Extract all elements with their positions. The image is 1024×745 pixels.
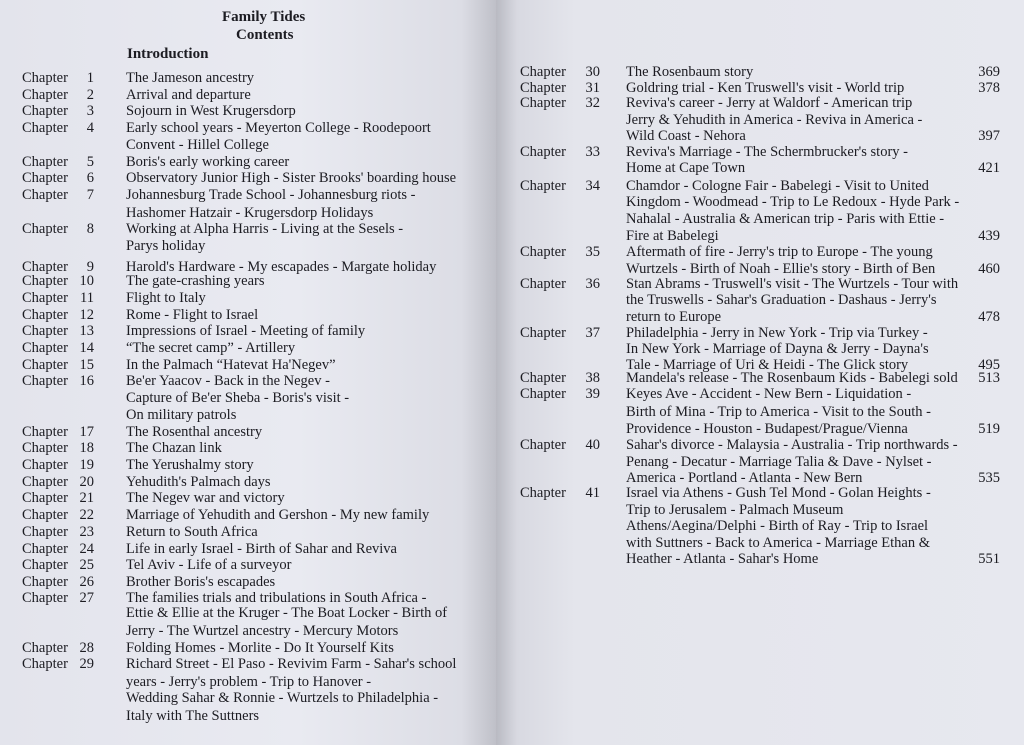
chapter-title: Ettie & Ellie at the Kruger - The Boat Locker - Birth of [126,605,448,621]
chapter-number: 34 [585,178,600,194]
page-number: 513 [978,370,1000,386]
chapter-title: The Rosenbaum story [626,64,754,80]
chapter-title: Athens/Aegina/Delphi - Birth of Ray - Trip to Israel [626,518,929,534]
chapter-number: 13 [79,323,94,339]
chapter-number: 31 [585,80,600,96]
chapter-number: 16 [79,373,94,389]
chapter-label: Chapter [520,370,566,386]
chapter-title: with Suttners - Back to America - Marriage Ethan & [626,535,931,551]
chapter-number: 30 [585,64,600,80]
chapter-title: America - Portland - Atlanta - New Bern [626,470,863,486]
chapter-title: Harold's Hardware - My escapades - Margate holiday [126,259,437,275]
chapter-number: 7 [86,187,94,203]
chapter-number: 9 [86,259,94,275]
page-number: 519 [978,421,1000,437]
page-number: 421 [978,160,1000,176]
chapter-label: Chapter [22,170,68,186]
chapter-label: Chapter [520,178,566,194]
chapter-title: Israel via Athens - Gush Tel Mond - Golan Heights - [626,485,931,501]
chapter-number: 29 [79,656,94,672]
chapter-title: Tel Aviv - Life of a surveyor [126,557,292,573]
chapter-title: Life in early Israel - Birth of Sahar and Reviva [126,541,397,557]
chapter-label: Chapter [22,440,68,456]
chapter-number: 26 [79,574,94,590]
chapter-label: Chapter [22,70,68,86]
chapter-title: Return to South Africa [126,524,258,540]
chapter-title: Trip to Jerusalem - Palmach Museum [626,502,844,518]
page-number: 397 [978,128,1000,144]
chapter-number: 38 [585,370,600,386]
chapter-title: Early school years - Meyerton College - Roodepoort [126,120,431,136]
chapter-label: Chapter [22,87,68,103]
chapter-title: On military patrols [126,407,237,423]
chapter-title: Sahar's divorce - Malaysia - Australia - Trip northwards - [626,437,958,453]
chapter-title: Wedding Sahar & Ronnie - Wurtzels to Philadelphia - [126,690,439,706]
chapter-label: Chapter [22,290,68,306]
chapter-title: In New York - Marriage of Dayna & Jerry - Dayna's [626,341,929,357]
chapter-label: Chapter [22,120,68,136]
chapter-number: 41 [585,485,600,501]
page-number: 369 [978,64,1000,80]
chapter-title: Parys holiday [126,238,206,254]
chapter-title: Reviva's career - Jerry at Waldorf - American trip [626,95,913,111]
chapter-number: 12 [79,307,94,323]
chapter-label: Chapter [520,325,566,341]
chapter-number: 15 [79,357,94,373]
chapter-label: Chapter [520,244,566,260]
chapter-label: Chapter [22,457,68,473]
chapter-label: Chapter [520,485,566,501]
chapter-number: 19 [79,457,94,473]
chapter-label: Chapter [22,340,68,356]
page-number: 551 [978,551,1000,567]
chapter-title: Stan Abrams - Truswell's visit - The Wurtzels - Tour with [626,276,959,292]
chapter-title: Working at Alpha Harris - Living at the Sesels - [126,221,404,237]
chapter-number: 28 [79,640,94,656]
chapter-label: Chapter [22,557,68,573]
chapter-title: Flight to Italy [126,290,206,306]
chapter-number: 14 [79,340,94,356]
chapter-label: Chapter [22,273,68,289]
chapter-label: Chapter [22,221,68,237]
chapter-title: The Negev war and victory [126,490,285,506]
chapter-title: the Truswells - Sahar's Graduation - Dashaus - Jerry's [626,292,937,308]
chapter-title: Capture of Be'er Sheba - Boris's visit - [126,390,350,406]
chapter-label: Chapter [22,187,68,203]
chapter-title: In the Palmach “Hatevat Ha'Negev” [126,357,336,373]
chapter-title: The Rosenthal ancestry [126,424,263,440]
page-number: 478 [978,309,1000,325]
chapter-number: 21 [79,490,94,506]
chapter-title: Johannesburg Trade School - Johannesburg riots - [126,187,416,203]
contents-heading: Contents [236,27,294,43]
chapter-title: Convent - Hillel College [126,137,269,153]
chapter-title: Yehudith's Palmach days [126,474,271,490]
chapter-number: 27 [79,590,94,606]
chapter-title: Be'er Yaacov - Back in the Negev - [126,373,330,389]
chapter-label: Chapter [22,373,68,389]
chapter-number: 3 [86,103,94,119]
chapter-label: Chapter [22,541,68,557]
chapter-label: Chapter [520,95,566,111]
chapter-label: Chapter [22,590,68,606]
chapter-label: Chapter [520,386,566,402]
chapter-label: Chapter [22,103,68,119]
chapter-number: 17 [79,424,94,440]
chapter-number: 37 [585,325,600,341]
chapter-number: 5 [86,154,94,170]
chapter-title: Jerry - The Wurtzel ancestry - Mercury Motors [126,623,399,639]
chapter-number: 35 [585,244,600,260]
chapter-title: Wild Coast - Nehora [626,128,746,144]
chapter-label: Chapter [22,307,68,323]
chapter-title: Birth of Mina - Trip to America - Visit to the South - [626,404,931,420]
chapter-title: Keyes Ave - Accident - New Bern - Liquidation - [626,386,912,402]
chapter-label: Chapter [22,474,68,490]
chapter-label: Chapter [22,574,68,590]
chapter-number: 20 [79,474,94,490]
chapter-title: Reviva's Marriage - The Schermbrucker's story - [626,144,908,160]
chapter-number: 24 [79,541,94,557]
chapter-title: Aftermath of fire - Jerry's trip to Europe - The young [626,244,933,260]
page-number: 460 [978,261,1000,277]
chapter-title: The Jameson ancestry [126,70,255,86]
chapter-number: 18 [79,440,94,456]
chapter-label: Chapter [520,144,566,160]
chapter-title: Goldring trial - Ken Truswell's visit - World trip [626,80,905,96]
chapter-label: Chapter [22,424,68,440]
chapter-number: 4 [86,120,94,136]
chapter-label: Chapter [22,490,68,506]
chapter-label: Chapter [22,640,68,656]
page-number: 378 [978,80,1000,96]
chapter-title: Providence - Houston - Budapest/Prague/Vienna [626,421,908,437]
chapter-title: The Chazan link [126,440,222,456]
chapter-number: 40 [585,437,600,453]
chapter-label: Chapter [520,437,566,453]
chapter-label: Chapter [22,507,68,523]
chapter-title: Penang - Decatur - Marriage Talia & Dave - Nylset - [626,454,932,470]
chapter-title: Brother Boris's escapades [126,574,276,590]
chapter-label: Chapter [22,357,68,373]
chapter-title: Chamdor - Cologne Fair - Babelegi - Visit to United [626,178,929,194]
chapter-number: 33 [585,144,600,160]
chapter-number: 36 [585,276,600,292]
chapter-title: Jerry & Yehudith in America - Reviva in America - [626,112,923,128]
chapter-title: Home at Cape Town [626,160,746,176]
chapter-label: Chapter [22,259,68,275]
chapter-title: Nahalal - Australia & American trip - Paris with Ettie - [626,211,945,227]
chapter-title: years - Jerry's problem - Trip to Hanover - [126,674,372,690]
chapter-label: Chapter [520,64,566,80]
chapter-title: Marriage of Yehudith and Gershon - My new family [126,507,430,523]
chapter-number: 10 [79,273,94,289]
chapter-title: Philadelphia - Jerry in New York - Trip via Turkey - [626,325,928,341]
page-number: 439 [978,228,1000,244]
chapter-title: Hashomer Hatzair - Krugersdorp Holidays [126,205,374,221]
introduction-heading: Introduction [127,46,209,62]
chapter-number: 23 [79,524,94,540]
chapter-label: Chapter [520,276,566,292]
chapter-title: Richard Street - El Paso - Revivim Farm - Sahar's school [126,656,457,672]
chapter-number: 32 [585,95,600,111]
chapter-number: 6 [86,170,94,186]
chapter-title: Rome - Flight to Israel [126,307,259,323]
chapter-label: Chapter [22,656,68,672]
chapter-label: Chapter [22,154,68,170]
chapter-number: 2 [86,87,94,103]
chapter-number: 1 [86,70,94,86]
chapter-title: Italy with The Suttners [126,708,260,724]
right-page [496,0,1024,745]
chapter-title: Fire at Babelegi [626,228,719,244]
chapter-title: The families trials and tribulations in South Africa - [126,590,427,606]
chapter-label: Chapter [22,524,68,540]
chapter-title: Mandela's release - The Rosenbaum Kids - Babelegi sold [626,370,958,386]
chapter-title: Folding Homes - Morlite - Do It Yourself Kits [126,640,394,656]
chapter-number: 22 [79,507,94,523]
chapter-number: 25 [79,557,94,573]
chapter-title: “The secret camp” - Artillery [126,340,296,356]
chapter-title: return to Europe [626,309,722,325]
chapter-number: 11 [80,290,94,306]
chapter-title: Heather - Atlanta - Sahar's Home [626,551,819,567]
chapter-title: Arrival and departure [126,87,251,103]
chapter-title: Boris's early working career [126,154,290,170]
chapter-title: Impressions of Israel - Meeting of family [126,323,366,339]
chapter-title: Observatory Junior High - Sister Brooks' boarding house [126,170,457,186]
chapter-label: Chapter [22,323,68,339]
chapter-title: The Yerushalmy story [126,457,254,473]
chapter-title: Kingdom - Woodmead - Trip to Le Redoux - Hyde Park - [626,194,960,210]
chapter-title: Sojourn in West Krugersdorp [126,103,296,119]
chapter-title: Tale - Marriage of Uri & Heidi - The Glick story [626,357,909,373]
page-number: 495 [978,357,1000,373]
left-page [0,0,496,745]
chapter-number: 39 [585,386,600,402]
chapter-title: The gate-crashing years [126,273,265,289]
page-number: 535 [978,470,1000,486]
chapter-number: 8 [86,221,94,237]
chapter-label: Chapter [520,80,566,96]
book-title: Family Tides [222,9,306,25]
chapter-title: Wurtzels - Birth of Noah - Ellie's story - Birth of Ben [626,261,936,277]
